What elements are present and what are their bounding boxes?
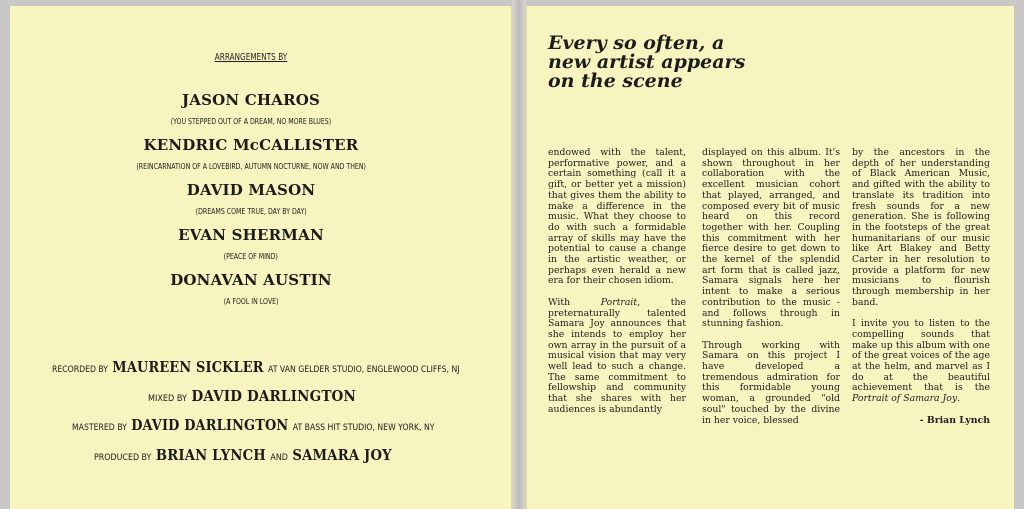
essay-paragraph: endowed with the talent, performative power, and a certain something (call it a gift, or better yet a mission) that gives them the ability to make a difference in the music. What they choose to do with such a formidable array of skills may have the potential to cause a change in the artistic weather, or perhaps even herald a new era for their chosen idiom.	[548, 147, 686, 287]
essay-column-1	[548, 148, 686, 426]
essay-paragraph	[852, 319, 990, 405]
text-run: , the preternaturally talented Samara Joy announces that she intends to employ her own array in the pursuit of a musical vision that may very well lead to such a change. The same commitment to fellowship and community that she shares with her audiences is abundantly	[548, 296, 687, 415]
arranger-name: JASON CHAROS	[181, 91, 321, 109]
essay-column-2	[702, 148, 840, 437]
arranger-songs: (REINCARNATION OF A LOVEBIRD, AUTUMN NOCTURNE, NOW AND THEN)	[136, 162, 366, 171]
arranger-songs: (DREAMS COME TRUE, DAY BY DAY)	[195, 207, 307, 216]
arranger-entry	[0, 91, 502, 128]
mastered-by-credit	[72, 415, 434, 434]
text-run: I invite you to listen to the compelling sounds that make up this album with one of the great voices of the age at the helm, and marvel as I do at the beautiful achievement that is the	[852, 318, 990, 394]
credit-place: AT VAN GELDER STUDIO, ENGLEWOOD CLIFFS, NJ	[268, 365, 460, 375]
album-title-italic: Portrait of Samara Joy	[852, 393, 958, 405]
arranger-name: DONAVAN AUSTIN	[170, 271, 332, 289]
arranger-name: EVAN SHERMAN	[178, 226, 324, 244]
arranger-name: KENDRIC McCALLISTER	[143, 136, 359, 154]
credit-role: RECORDED BY	[52, 365, 109, 375]
mixed-by-credit	[148, 386, 356, 405]
album-title-italic: Portrait	[600, 296, 638, 308]
essay-paragraph: by the ancestors in the depth of her understanding of Black American Music, and gifted with the ability to translate its tradition into fresh sounds for a new generation. She is following in the footsteps of the great humanitarians of our music like Art Blakey and Betty Carter in her resolution to provide a platform for new musicians to flourish through membership in her band.	[852, 147, 990, 308]
arranger-songs: (A FOOL IN LOVE)	[223, 297, 279, 306]
credit-name: DAVID DARLINGTON	[131, 416, 289, 434]
essay-paragraph: Through working with Samara on this project I have developed a tremendous admiration for this formidable young woman, a grounded "old soul" touched by the divine in her voice, blessed	[702, 339, 840, 426]
text-run: With	[548, 296, 601, 308]
essay-headline: Every so often, a new artist appears on the scene	[548, 32, 746, 92]
essay-paragraph: displayed on this album. It's shown throughout in her collaboration with the excellent musician cohort that played, arranged, and composed every bit of music heard on this record together with her. Coupling this commitment with her fierce desire to get down to the kernel of the splendid art form that is called jazz, Samara signals here her intent to make a serious contribution to the music - and follows through in stunning fashion.	[702, 147, 840, 330]
arranger-entry	[0, 226, 502, 263]
essay-column-3	[852, 148, 990, 426]
essay-signature: - Brian Lynch	[919, 414, 990, 426]
credit-role: MASTERED BY	[72, 423, 127, 433]
produced-by-credit	[94, 445, 392, 464]
recorded-by-credit	[52, 357, 460, 376]
arranger-entry	[0, 181, 502, 218]
arranger-songs: (PEACE OF MIND)	[223, 252, 279, 261]
credit-name: DAVID DARLINGTON	[191, 387, 357, 405]
arranger-songs: (YOU STEPPED OUT OF A DREAM, NO MORE BLUES)	[170, 117, 332, 126]
credit-role: PRODUCED BY	[94, 453, 152, 463]
arranger-entry	[0, 271, 502, 308]
credit-conjunction: AND	[270, 453, 288, 463]
credit-name: MAUREEN SICKLER	[112, 358, 264, 376]
credit-role: MIXED BY	[148, 394, 187, 404]
arranger-name: DAVID MASON	[186, 181, 316, 199]
arranger-entry	[0, 136, 502, 173]
arrangements-heading: ARRANGEMENTS BY	[214, 52, 288, 63]
credit-place: AT BASS HIT STUDIO, NEW YORK, NY	[292, 423, 435, 433]
text-run: .	[957, 393, 961, 405]
book-gutter	[512, 0, 526, 509]
credit-name: BRIAN LYNCH	[155, 446, 266, 464]
essay-paragraph	[548, 298, 686, 416]
credit-name: SAMARA JOY	[292, 446, 392, 464]
